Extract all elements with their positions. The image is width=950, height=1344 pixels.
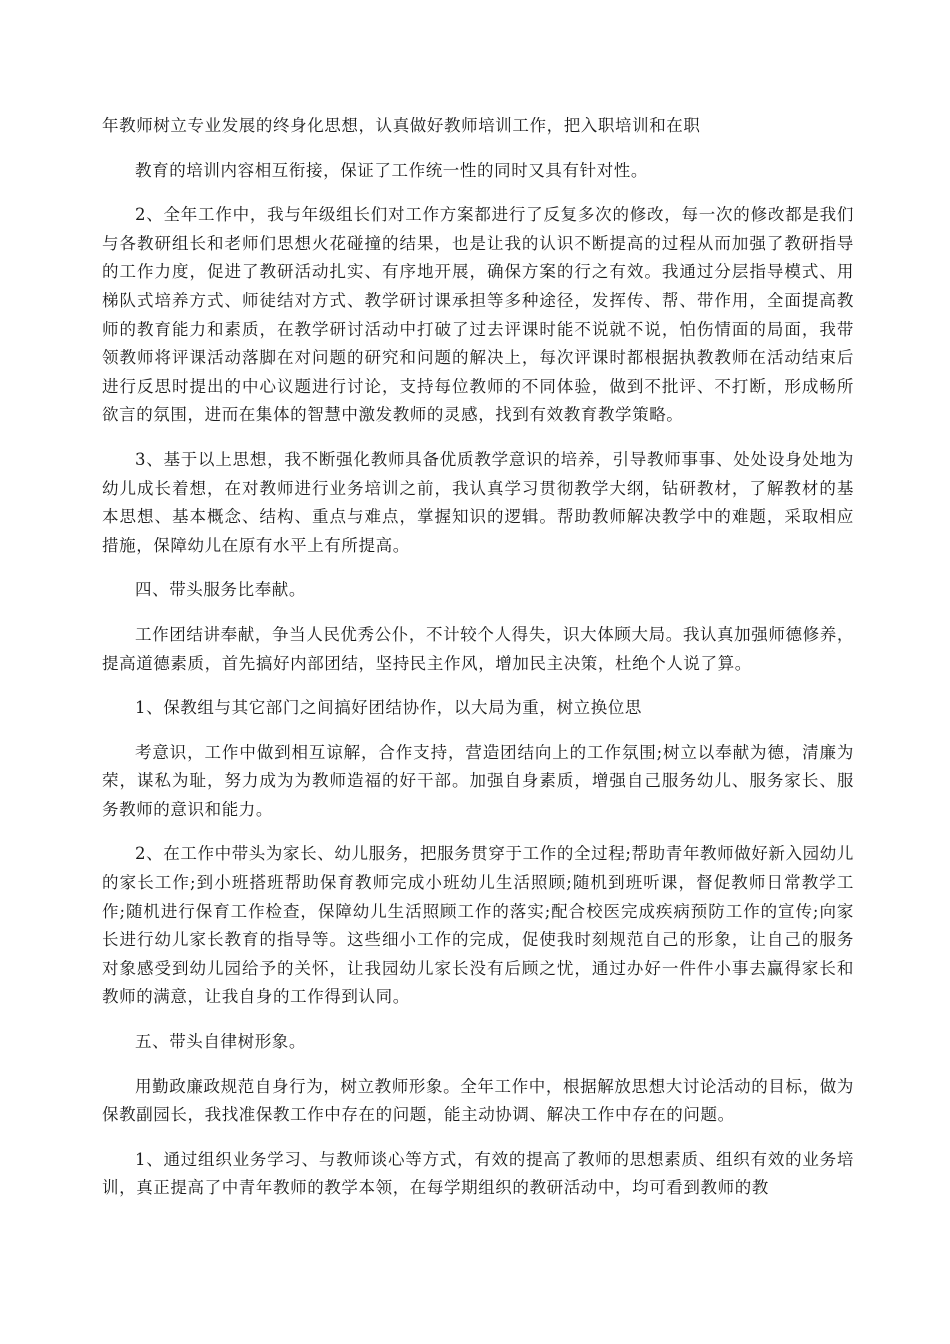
paragraph-1: 年教师树立专业发展的终身化思想，认真做好教师培训工作，把入职培训和在职 <box>102 116 701 135</box>
paragraph-8: 考意识，工作中做到相互谅解，合作支持，营造团结向上的工作氛围;树立以奉献为德，清廉为荣，谋私为耻，努力成为为教师造福的好干部。加强自身素质，增强自己服务幼儿、服务家长、服务教师的意识和能力。 <box>102 742 854 819</box>
document-page <box>102 112 854 1219</box>
paragraph-7: 1、保教组与其它部门之间搞好团结协作，以大局为重，树立换位思 <box>135 698 642 718</box>
section-heading-4: 四、带头服务比奉献。 <box>135 580 306 600</box>
paragraph-4: 3、基于以上思想，我不断强化教师具备优质教学意识的培养，引导教师事事、处处设身处地为幼儿成长着想，在对教师进行业务培训之前，我认真学习贯彻教学大纲，钻研教材，了解教材的基本思想、基本概念、结构、重点与难点，掌握知识的逻辑。帮助教师解决教学中的难题，采取相应措施，保障幼儿在原有水平上有所提高。 <box>102 449 854 555</box>
paragraph-11: 用勤政廉政规范自身行为，树立教师形象。全年工作中，根据解放思想大讨论活动的目标，做为保教副园长，我找准保教工作中存在的问题，能主动协调、解决工作中存在的问题。 <box>102 1076 854 1125</box>
paragraph-3: 2、全年工作中，我与年级组长们对工作方案都进行了反复多次的修改，每一次的修改都是我们与各教研组长和老师们思想火花碰撞的结果，也是让我的认识不断提高的过程从而加强了教研指导的工作力度，促进了教研活动扎实、有序地开展，确保方案的行之有效。我通过分层指导模式、用梯队式培养方式、师徒结对方式、教学研讨课承担等多种途径，发挥传、帮、带作用，全面提高教师的教育能力和素质，在教学研讨活动中打破了过去评课时能不说就不说，怕伤情面的局面，我带领教师将评课活动落脚在对问题的研究和问题的解决上，每次评课时都根据执教教师在活动结束后进行反思时提出的中心议题进行讨论，支持每位教师的不同体验，做到不批评、不打断，形成畅所欲言的氛围，进而在集体的智慧中激发教师的灵感，找到有效教育教学策略。 <box>102 205 854 425</box>
paragraph-2: 教育的培训内容相互衔接，保证了工作统一性的同时又具有针对性。 <box>135 160 648 180</box>
paragraph-12: 1、通过组织业务学习、与教师谈心等方式，有效的提高了教师的思想素质、组织有效的业务培训，真正提高了中青年教师的教学本领，在每学期组织的教研活动中，均可看到教师的教 <box>102 1149 854 1198</box>
section-heading-5: 五、带头自律树形象。 <box>135 1032 306 1052</box>
paragraph-9: 2、在工作中带头为家长、幼儿服务，把服务贯穿于工作的全过程;帮助青年教师做好新入园幼儿的家长工作;到小班搭班帮助保育教师完成小班幼儿生活照顾;随机到班听课，督促教师日常教学工作;随机进行保育工作检查，保障幼儿生活照顾工作的落实;配合校医完成疾病预防工作的宣传;向家长进行幼儿家长教育的指导等。这些细小工作的完成，促使我时刻规范自己的形象，让自己的服务对象感受到幼儿园给予的关怀，让我园幼儿家长没有后顾之忧，通过办好一件件小事去赢得家长和教师的满意，让我自身的工作得到认同。 <box>102 844 854 1007</box>
paragraph-6: 工作团结讲奉献，争当人民优秀公仆，不计较个人得失，识大体顾大局。我认真加强师德修养，提高道德素质，首先搞好内部团结，坚持民主作风，增加民主决策，杜绝个人说了算。 <box>102 624 854 673</box>
